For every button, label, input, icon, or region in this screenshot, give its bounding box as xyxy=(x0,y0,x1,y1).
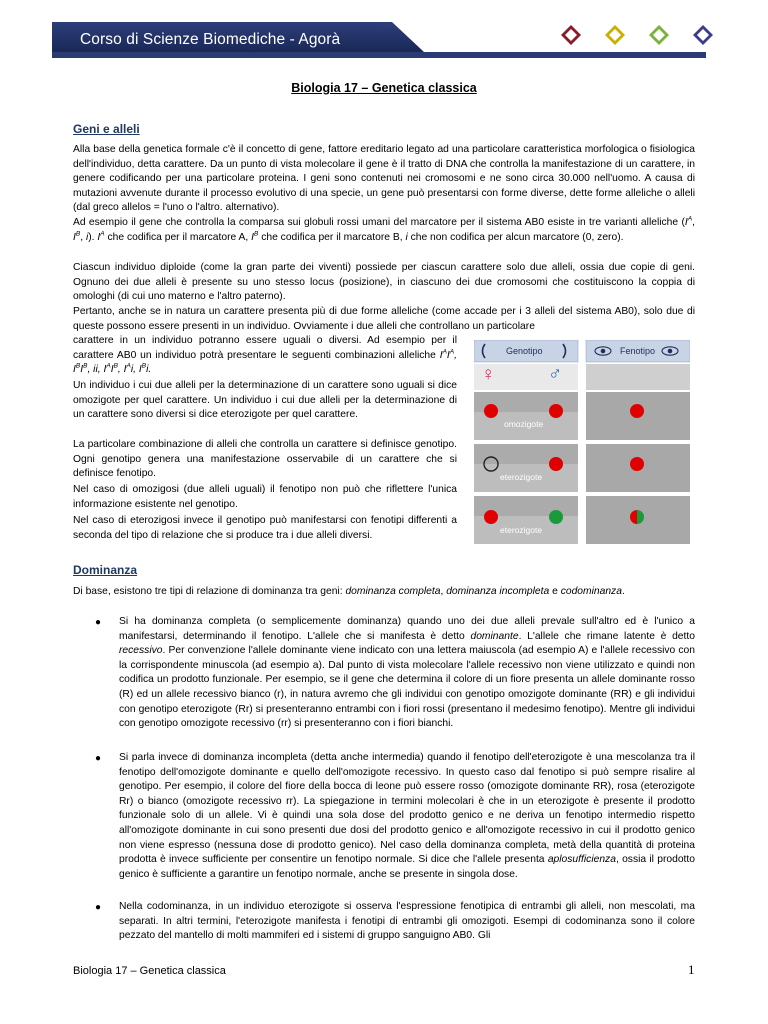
section-heading-dominanza: Dominanza xyxy=(73,563,138,577)
footer-title: Biologia 17 – Genetica classica xyxy=(73,965,226,977)
allele-combinations: $I^AI^A$, $I^BI^B$, ii, $I^AI^B$, $I^Ai$, $I^Bi$. xyxy=(73,348,457,376)
row-label-eterozigote: eterozigote xyxy=(500,525,543,535)
figure-graphic xyxy=(474,340,690,546)
header-diamonds xyxy=(560,22,720,48)
genotype-phenotype-figure xyxy=(474,340,690,546)
allele-dot-green xyxy=(549,510,563,524)
paragraph-ab0-alleles: Ad esempio il gene che controlla la comparsa sui globuli rossi umani del marcatore per il sistema AB0 esiste in tre varianti alleliche ($I^A$, $I^B$, i). $I^A$ che codifica per il marcatore A, $I^B$ che codifica per il marcatore B, i che non codifica per alcun marcatore (0, zero). xyxy=(73,215,695,243)
row-label-eterozigote: eterozigote xyxy=(500,472,543,482)
bullet-codominanza: Nella codominanza, in un individuo eterozigote si osserva l'espressione fenotipica di entrambi gli alleli, non mescolati, ma separati. In altri termini, l'eterozigote manifesta i fenotipi di entrambi gli omozigoti. Esempi di codominanza sono il colore pezzato del mantello di molti mammiferi ed i sistemi di gruppo sanguigno AB0. Gli xyxy=(119,901,695,942)
bullet-icon: ● xyxy=(95,753,102,764)
page-number: 1 xyxy=(688,962,695,977)
paragraph-gene-definition: Alla base della genetica formale c'è il concetto di gene, fattore ereditario legato ad una particolare caratteristica morfologica o fisiologica dell'individuo, detta carattere. Da un punto di vista molecolare il gene è il tratto di DNA che controlla la manifestazione di un carattere, in genere codificando per una particolare proteina. I geni sono contenuti nei cromosomi e ne sono circa 30.000 nell'uomo. A causa di mutazioni avvenute durante il processo evolutivo di una specie, un gene può presentarsi con forme diverse, dette forme alleliche o alleli (dal greco allelos = l'uno o l'altro. alternativo). xyxy=(73,144,695,214)
paragraph-omozigote: Un individuo i cui due alleli per la determinazione di un carattere sono uguali si dice omozigote per quel carattere. Un individuo i cui due alleli per la determinazione di un carattere sono diversi si dice eterozigote per quel carattere. xyxy=(73,380,457,421)
allele-dot-red xyxy=(484,404,498,418)
fenotipo-label: Fenotipo xyxy=(620,346,656,356)
row-label-omozigote: omozigote xyxy=(504,419,544,429)
phenotype-dot-mixed xyxy=(630,510,644,524)
paragraph-eterozigosi: Nel caso di eterozigosi invece il genotipo può manifestarsi con fenotipi differenti a seconda del tipo di relazione che si produce tra i due alleli diversi. xyxy=(73,515,457,541)
bullet-icon: ● xyxy=(95,617,102,628)
course-title: Corso di Scienze Biomediche - Agorà xyxy=(80,31,341,48)
allele-dot-red xyxy=(549,457,563,471)
bullet-dominanza-incompleta: Si parla invece di dominanza incompleta (detta anche intermedia) quando il fenotipo dell'eterozigote è una mescolanza tra il fenotipo dell'omozigote dominante e quello dell'omozigote recessivo. In questo caso dal fenotipo si può sempre risalire al genotipo. Per esempio, il colore del fiore della bocca di leone può essere rosso (omozigote dominante RR), rosa (eterozigote Rr) o bianco (omozigote recessivo rr). La spiegazione in termini molecolari è che in un eterozigote è presente il prodotto funzionale solo di un allele. Vi è quindi una sola dose del prodotto genico e ne deriva un fenotipo intermedio rispetto all'omozigote dominante in cui sono presenti due dosi del prodotto genico e all'omozigote recessivo in cui il prodotto genico non viene espresso (nessuna dose di prodotto genico). Nel caso della dominanza completa, metà della quantità di proteina prodotta è invece sufficiente per consentire un fenotipo normale. Si dice che l'allele presenta aplosufficienza, ossia il prodotto genico è sufficiente a garantire un fenotipo normale, anche se presente in singola dose. xyxy=(119,752,696,880)
phenotype-dot-red xyxy=(630,404,644,418)
paragraph-omozigosi: Nel caso di omozigosi (due alleli uguali) il fenotipo non può che riflettere l'unica informazione esistente nel genotipo. xyxy=(73,484,457,510)
paragraph-pertanto: Pertanto, anche se in natura un carattere presenta più di due forme alleliche (come accade per i 3 alleli del sistema AB0), solo due di queste possono essere presenti in un individuo. Ovviamente i due alleli che controllano un particolare xyxy=(73,306,695,332)
document-title: Biologia 17 – Genetica classica xyxy=(291,81,477,95)
bullet-dominanza-completa: Si ha dominanza completa (o semplicemente dominanza) quando uno dei due alleli prevale sull'altro ed è l'unico a manifestarsi, determinando il fenotipo. L'allele che si manifesta è detto dominante. L'allele che rimane latente è detto recessivo. Per convenzione l'allele dominante viene indicato con una lettera maiuscola (ad esempio A) e l'allele recessivo con la corrispondente minuscola (ad esempio a). Dal punto di vista molecolare l'allele recessivo non viene utilizzato e quindi non codifica un prodotto funzionale. Per esempio, se il gene che determina il colore di un fiore presenta un allele dominante rosso (R) ed un allele recessivo bianco (r), in natura avremo che gli individui con genotipo omozigote dominante (RR) e gli individui con genotipo eterozigote (Rr) si presenteranno entrambi con i fiori rossi (presentano il medesimo fenotipo). Mentre gli individui con genotipo omozigote recessivo (rr) si presenteranno con i fiori bianchi. xyxy=(119,616,695,730)
allele-dot-red xyxy=(549,404,563,418)
phenotype-dot-red xyxy=(630,457,644,471)
paragraph-dominanza-intro: Di base, esistono tre tipi di relazione di dominanza tra geni: dominanza completa, dominanza incompleta e codominanza. xyxy=(73,586,625,597)
section-heading-geni: Geni e alleli xyxy=(73,122,140,136)
paragraph-diploid: Ciascun individuo diploide (come la gran parte dei viventi) possiede per ciascun carattere solo due alleli, ossia due copie di geni. Ognuno dei due alleli è presente su uno stesso locus (posizione), in ciascuno dei due cromosomi che costituiscono la coppia di omologhi (di cui uno materno e l'altro paterno). xyxy=(73,262,695,303)
female-symbol-icon: ♀ xyxy=(481,364,496,385)
bullet-icon: ● xyxy=(95,902,102,913)
paragraph-combinations: carattere in un individuo potranno essere uguali o diversi. Ad esempio per il carattere AB0 un individuo potrà presentare le seguenti combinazioni alleliche $I^AI^A$, $I^BI^B$, ii, $I^AI^B$, $I^Ai$, $I^Bi$. xyxy=(73,335,457,376)
allele-dot-red xyxy=(484,510,498,524)
male-symbol-icon: ♂ xyxy=(548,364,563,385)
paragraph-genotipo: La particolare combinazione di alleli che controlla un carattere si definisce genotipo. Ogni genotipo genera una manifestazione osservabile di un carattere che si definisce fenotipo. xyxy=(73,439,457,480)
genotipo-label: Genotipo xyxy=(506,346,543,356)
